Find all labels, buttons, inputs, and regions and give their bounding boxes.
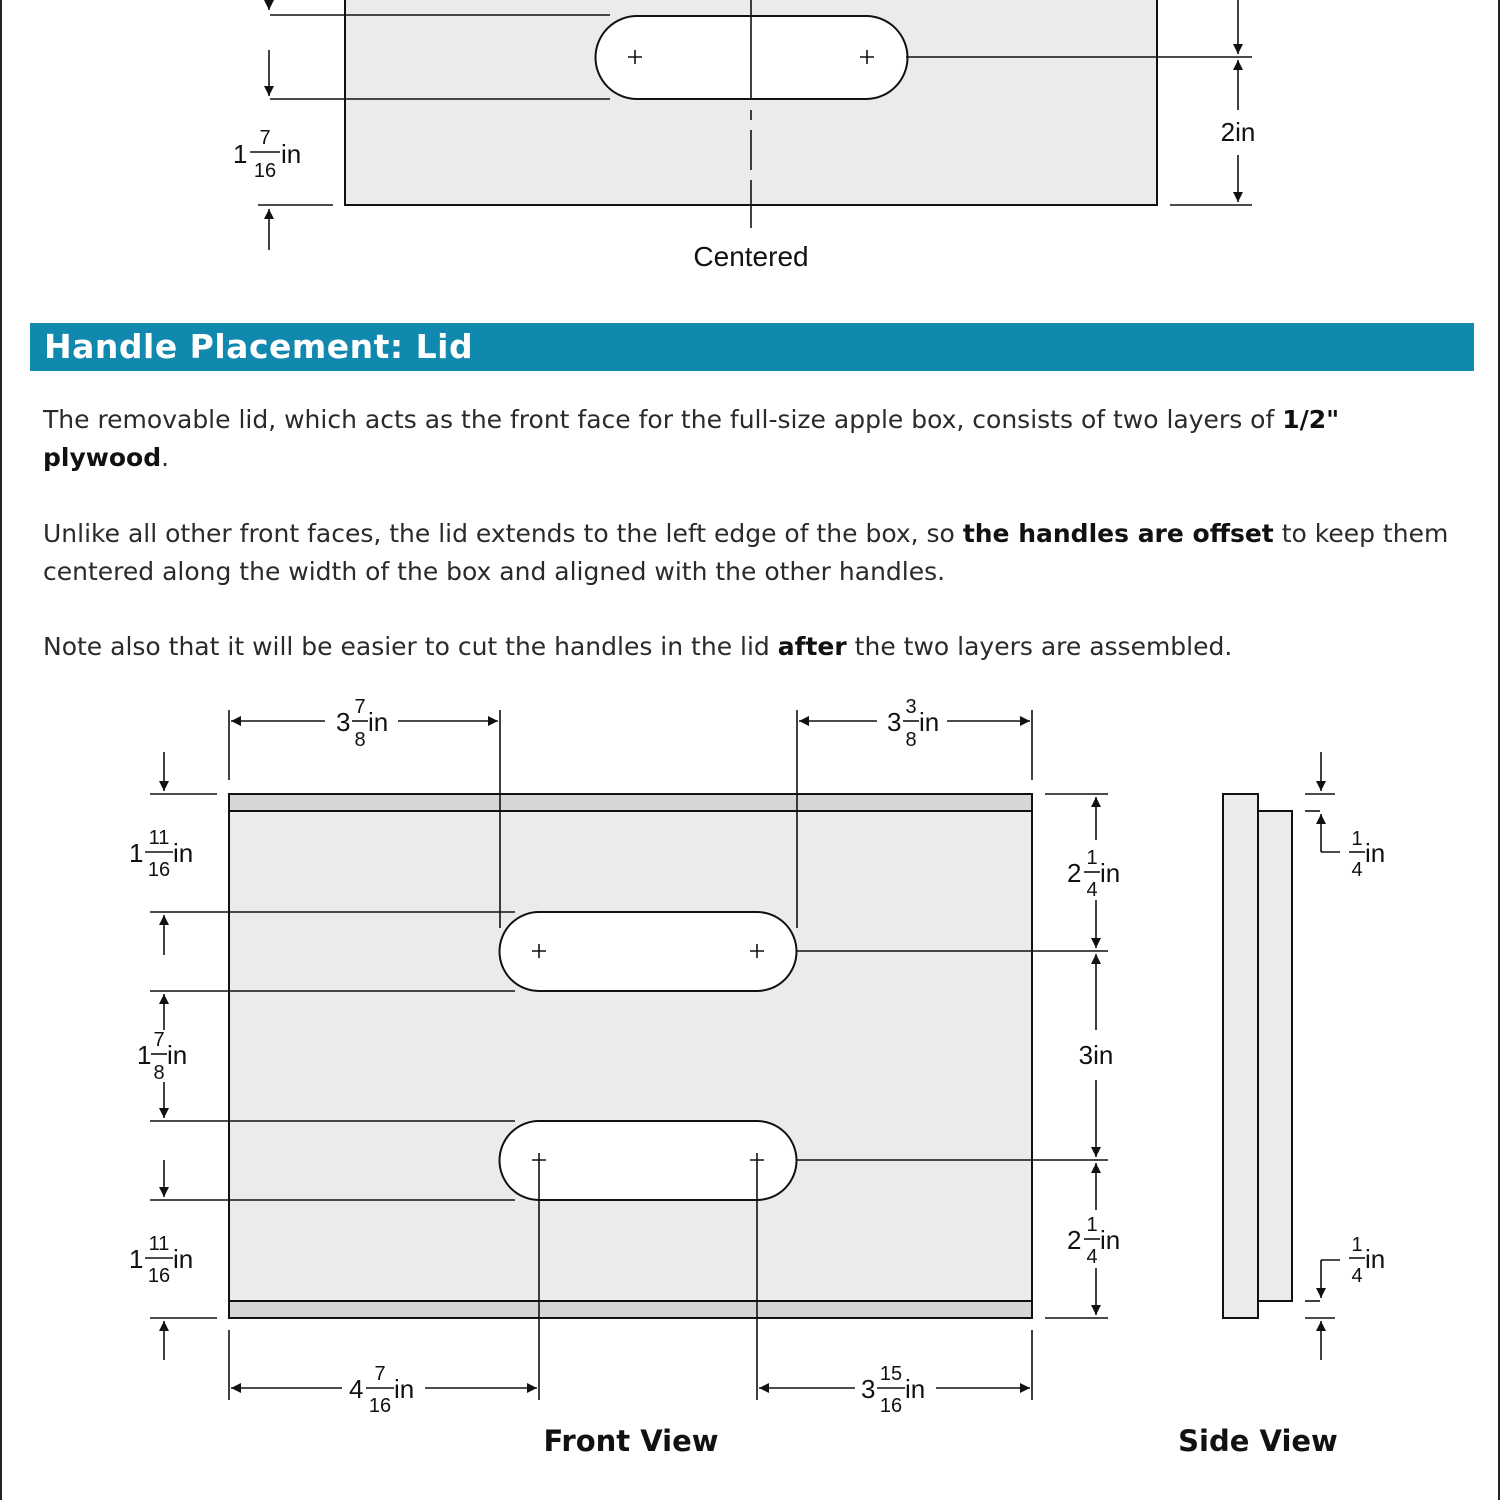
svg-text:16: 16 [147,859,171,881]
svg-text:16: 16 [147,1265,171,1287]
paragraph-text: . [161,443,170,472]
svg-text:1: 1 [1086,1214,1098,1236]
svg-text:1: 1 [1086,847,1098,869]
svg-text:in: in [368,707,389,737]
top-drawing [258,0,1252,250]
svg-text:1: 1 [137,1040,152,1070]
paragraph-lid-construction [43,401,1463,477]
paragraph-text: the two layers are assembled. [846,632,1233,661]
section-header-bar [30,323,1474,371]
paragraph-text: Unlike all other front faces, the lid extends to the left edge of the box, so [43,519,963,548]
paragraph-bold: 1/2" plywood [43,405,1340,472]
svg-text:4: 4 [1086,879,1098,901]
svg-text:4: 4 [1351,859,1363,881]
front-view-label: Front View [543,1424,719,1458]
svg-text:8: 8 [905,729,917,751]
dim-right-lower [1067,1214,1120,1268]
svg-text:11: 11 [148,1233,170,1255]
svg-text:1: 1 [233,139,248,169]
svg-text:3: 3 [887,707,902,737]
side-view-label: Side View [1178,1424,1338,1458]
svg-text:1: 1 [129,1244,144,1274]
centered-label: Centered [693,241,809,272]
dim-top-left [336,696,388,751]
front-bottom-strip [229,1301,1032,1318]
side-view-dimension-lines [1305,752,1340,1360]
side-dim-bottom [1349,1234,1385,1287]
dim-left-lower [129,1233,193,1287]
side-dim-top [1349,828,1385,881]
svg-text:in: in [1365,1244,1386,1274]
svg-text:3: 3 [861,1374,876,1404]
svg-text:2: 2 [1067,1225,1082,1255]
svg-text:8: 8 [153,1062,165,1084]
svg-text:7: 7 [374,1363,386,1385]
svg-text:3: 3 [336,707,351,737]
svg-text:2: 2 [1067,858,1082,888]
section-title: Handle Placement: Lid [44,327,474,366]
dim-right-upper [1067,847,1120,901]
svg-text:16: 16 [879,1395,903,1417]
svg-text:1: 1 [1351,1234,1363,1256]
top-dim-left [233,127,301,182]
svg-text:4: 4 [349,1374,364,1404]
svg-text:7: 7 [153,1029,165,1051]
svg-text:11: 11 [148,827,170,849]
svg-text:in: in [919,707,940,737]
svg-text:in: in [1365,838,1386,868]
dim-left-middle [137,1029,187,1084]
svg-text:3: 3 [905,696,917,718]
svg-text:7: 7 [259,127,271,149]
svg-text:7: 7 [354,696,366,718]
svg-text:8: 8 [354,729,366,751]
dim-top-right [887,696,939,751]
svg-text:in: in [281,139,302,169]
dim-bottom-right [861,1363,925,1417]
svg-text:16: 16 [368,1395,392,1417]
svg-text:in: in [167,1040,188,1070]
svg-text:4: 4 [1086,1246,1098,1268]
svg-text:1: 1 [1351,828,1363,850]
svg-text:16: 16 [253,160,277,182]
svg-text:4: 4 [1351,1265,1363,1287]
paragraph-text: Note also that it will be easier to cut the handles in the lid [43,632,778,661]
side-outer-layer [1223,794,1258,1318]
front-top-strip [229,794,1032,811]
front-panel [229,794,1032,1318]
paragraph-text: The removable lid, which acts as the front face for the full-size apple box, consists of two layers of [43,405,1283,434]
dim-right-middle: 3in [1078,1040,1114,1070]
paragraph-bold: the handles are offset [962,519,1274,548]
svg-text:1: 1 [129,838,144,868]
paragraph-bold: after [777,632,847,661]
svg-text:in: in [1100,858,1121,888]
side-view [1223,794,1292,1318]
svg-text:in: in [1100,1225,1121,1255]
svg-text:in: in [173,1244,194,1274]
paragraph-text: to keep them centered along the width of the box and aligned with the other handles. [43,519,1449,586]
svg-text:in: in [905,1374,926,1404]
svg-text:15: 15 [879,1363,903,1385]
side-inner-layer [1258,811,1292,1301]
paragraph-handle-offset [43,515,1463,591]
svg-text:in: in [394,1374,415,1404]
top-dim-right: 2in [1220,117,1256,147]
paragraph-cutting-note [43,628,1463,666]
svg-text:in: in [173,838,194,868]
front-view [229,794,1032,1318]
dim-left-upper [129,827,193,881]
dim-bottom-left [349,1363,414,1417]
